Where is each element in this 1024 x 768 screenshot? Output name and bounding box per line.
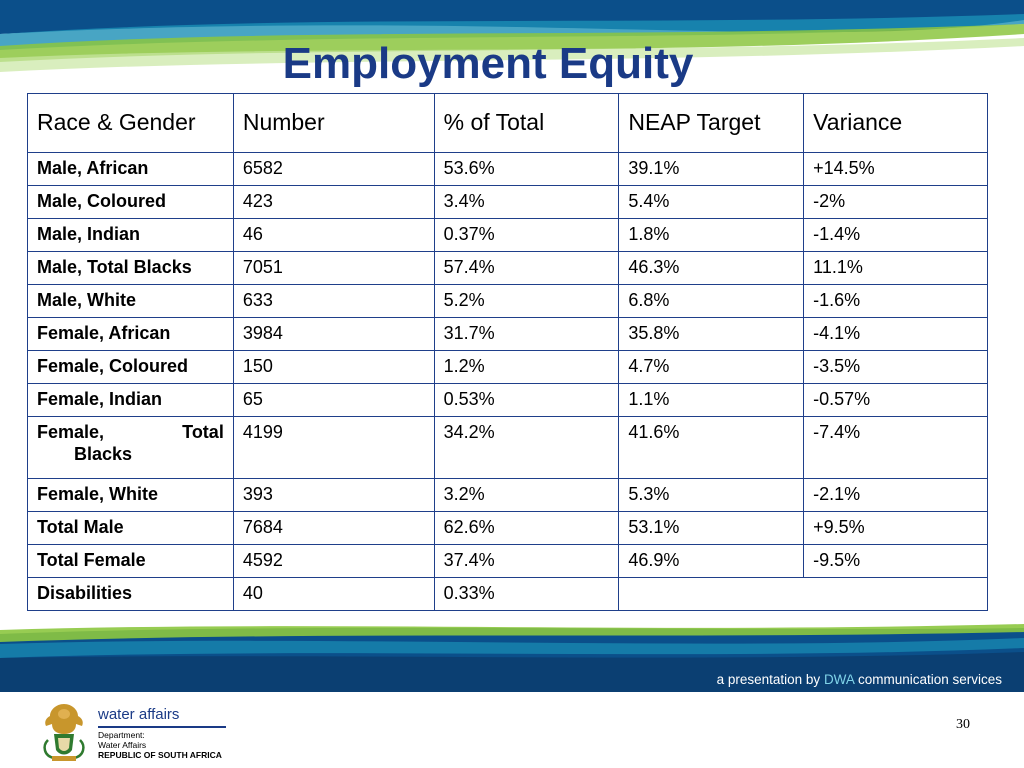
- table-row: [28, 318, 988, 351]
- cell-target: 4.7%: [619, 351, 804, 384]
- table-row: [28, 578, 988, 611]
- cell-number: 3984: [233, 318, 434, 351]
- row-label: Female, White: [28, 479, 234, 512]
- logo-title: water affairs: [98, 706, 180, 723]
- cell-target: 5.3%: [619, 479, 804, 512]
- table-row: [28, 384, 988, 417]
- table-row: [28, 252, 988, 285]
- credit-brand: DWA: [823, 672, 855, 687]
- credit-suffix: communication services: [854, 672, 1002, 687]
- cell-number: 393: [233, 479, 434, 512]
- row-label: Female, Indian: [28, 384, 234, 417]
- presentation-credit: [717, 672, 1002, 687]
- cell-number: 150: [233, 351, 434, 384]
- table-row: [28, 479, 988, 512]
- cell-variance: -0.57%: [804, 384, 988, 417]
- cell-variance: 11.1%: [804, 252, 988, 285]
- cell-pct: 3.4%: [434, 186, 619, 219]
- dept-line2: Water Affairs: [98, 740, 147, 750]
- cell-number: 7684: [233, 512, 434, 545]
- header-variance: Variance: [804, 94, 988, 153]
- table-row: [28, 351, 988, 384]
- cell-number: 4199: [233, 417, 434, 479]
- row-label: Female, African: [28, 318, 234, 351]
- table-header-row: [28, 94, 988, 153]
- header-number: Number: [233, 94, 434, 153]
- cell-pct: 5.2%: [434, 285, 619, 318]
- cell-target: 5.4%: [619, 186, 804, 219]
- row-label-part3: Blacks: [74, 444, 133, 464]
- cell-target: 46.9%: [619, 545, 804, 578]
- cell-target: 1.8%: [619, 219, 804, 252]
- cell-number: 7051: [233, 252, 434, 285]
- row-label-part1: Female,: [37, 422, 105, 442]
- row-label-line1: [37, 421, 224, 443]
- row-label: Total Female: [28, 545, 234, 578]
- cell-number: 633: [233, 285, 434, 318]
- cell-pct: 37.4%: [434, 545, 619, 578]
- cell-variance: -2%: [804, 186, 988, 219]
- cell-pct: 0.33%: [434, 578, 619, 611]
- page-number: 30: [956, 717, 970, 732]
- cell-target: 1.1%: [619, 384, 804, 417]
- cell-number: 65: [233, 384, 434, 417]
- header-neap-target: NEAP Target: [619, 94, 804, 153]
- table-row: [28, 545, 988, 578]
- cell-variance: +9.5%: [804, 512, 988, 545]
- cell-pct: 53.6%: [434, 153, 619, 186]
- table-row: [28, 512, 988, 545]
- cell-number: 423: [233, 186, 434, 219]
- row-label: Male, Coloured: [28, 186, 234, 219]
- header-pct-total: % of Total: [434, 94, 619, 153]
- cell-target: 6.8%: [619, 285, 804, 318]
- cell-pct: 57.4%: [434, 252, 619, 285]
- cell-number: 4592: [233, 545, 434, 578]
- row-label: Male, Indian: [28, 219, 234, 252]
- credit-prefix: a presentation by: [716, 672, 824, 687]
- logo-divider: [98, 726, 226, 728]
- header-race-gender: Race & Gender: [28, 94, 234, 153]
- employment-equity-table: [27, 93, 988, 611]
- table-row: [28, 186, 988, 219]
- slide-title: Employment Equity: [282, 39, 694, 88]
- cell-pct: 0.37%: [434, 219, 619, 252]
- row-label: Female, Coloured: [28, 351, 234, 384]
- table-row: [28, 417, 988, 479]
- table-row: [28, 219, 988, 252]
- logo-department: [98, 730, 222, 760]
- cell-pct: 31.7%: [434, 318, 619, 351]
- cell-target: 35.8%: [619, 318, 804, 351]
- cell-variance: -1.4%: [804, 219, 988, 252]
- cell-number: 40: [233, 578, 434, 611]
- cell-variance: -3.5%: [804, 351, 988, 384]
- cell-pct: 1.2%: [434, 351, 619, 384]
- cell-pct: 34.2%: [434, 417, 619, 479]
- table-row: [28, 285, 988, 318]
- cell-target: 41.6%: [619, 417, 804, 479]
- cell-variance: +14.5%: [804, 153, 988, 186]
- row-label: Disabilities: [28, 578, 234, 611]
- row-label: [28, 417, 234, 479]
- cell-variance: -2.1%: [804, 479, 988, 512]
- dept-line1: Department:: [98, 730, 145, 740]
- cell-pct: 0.53%: [434, 384, 619, 417]
- row-label: Male, Total Blacks: [28, 252, 234, 285]
- cell-target: 53.1%: [619, 512, 804, 545]
- row-label: Male, African: [28, 153, 234, 186]
- cell-pct: 62.6%: [434, 512, 619, 545]
- coat-of-arms-icon: [38, 700, 90, 762]
- cell-variance: -7.4%: [804, 417, 988, 479]
- dept-line3: REPUBLIC OF SOUTH AFRICA: [98, 750, 222, 760]
- table-row: [28, 153, 988, 186]
- row-label: Total Male: [28, 512, 234, 545]
- cell-number: 6582: [233, 153, 434, 186]
- row-label-part2: Total: [182, 422, 224, 442]
- cell-variance: -4.1%: [804, 318, 988, 351]
- cell-variance: -9.5%: [804, 545, 988, 578]
- row-label: Male, White: [28, 285, 234, 318]
- cell-target: 39.1%: [619, 153, 804, 186]
- cell-number: 46: [233, 219, 434, 252]
- cell-target: 46.3%: [619, 252, 804, 285]
- cell-variance: -1.6%: [804, 285, 988, 318]
- cell-pct: 3.2%: [434, 479, 619, 512]
- cell-empty: [619, 578, 988, 611]
